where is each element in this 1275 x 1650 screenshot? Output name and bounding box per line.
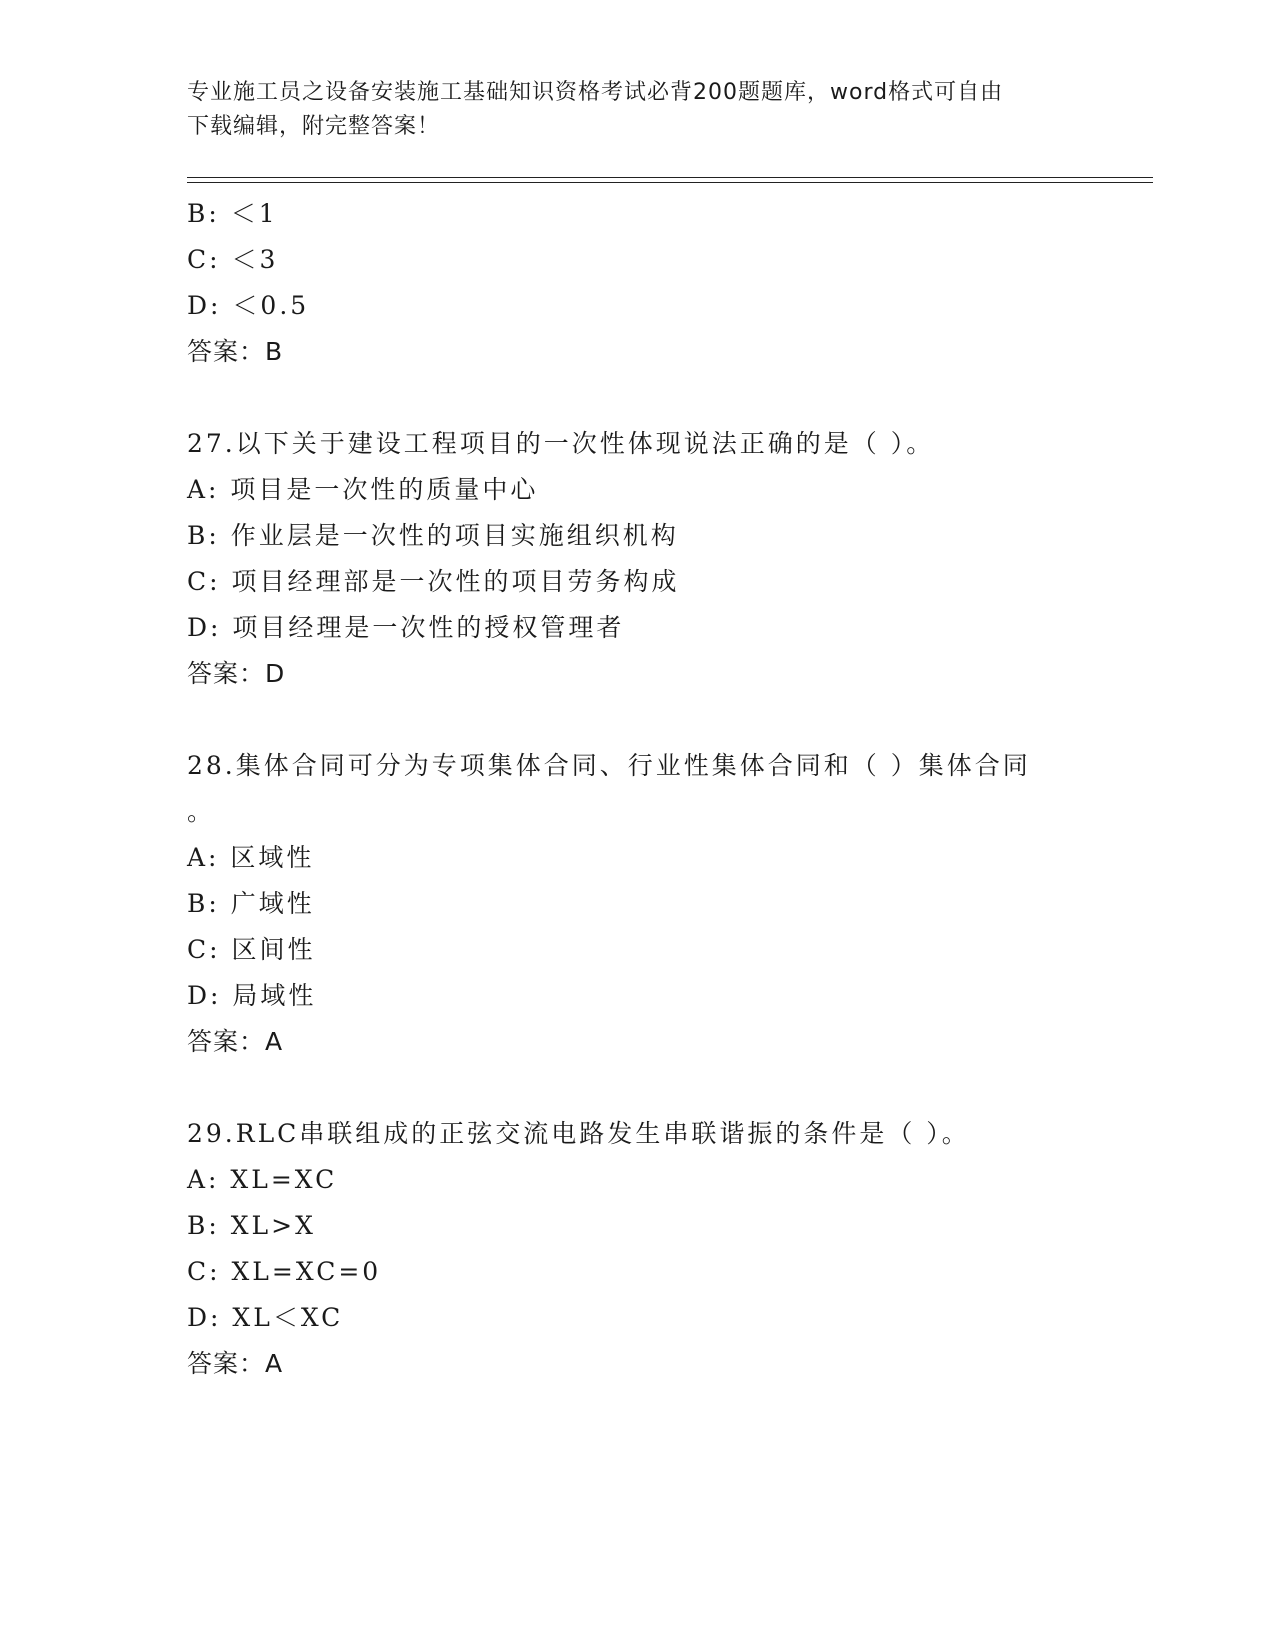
option-d: D: 局域性 <box>187 981 317 1010</box>
option-c: C: 区间性 <box>187 935 316 964</box>
header-line-1: 专业施工员之设备安装施工基础知识资格考试必背200题题库，word格式可自由 <box>187 80 1004 105</box>
question-stem: 27.以下关于建设工程项目的一次性体现说法正确的是（ ）。 <box>187 429 935 458</box>
header-divider-bottom <box>187 182 1153 183</box>
option-b: B: XL>X <box>187 1211 316 1240</box>
question-26-tail <box>187 191 1087 375</box>
spacer <box>187 697 1087 743</box>
option-d: D: XL＜XC <box>187 1303 344 1332</box>
option-d: D: 项目经理是一次性的授权管理者 <box>187 613 625 642</box>
question-stem: 28.集体合同可分为专项集体合同、行业性集体合同和（ ）集体合同 <box>187 751 1031 780</box>
option-b: B: 广域性 <box>187 889 315 918</box>
document-header <box>187 76 1067 144</box>
option-d: D: ＜0.5 <box>187 291 310 320</box>
question-list <box>187 191 1087 1387</box>
option-c: C: 项目经理部是一次性的项目劳务构成 <box>187 567 680 596</box>
answer: 答案：B <box>187 337 284 366</box>
option-b: B: 作业层是一次性的项目实施组织机构 <box>187 521 679 550</box>
answer: 答案：A <box>187 1027 284 1056</box>
header-divider-top <box>187 177 1153 178</box>
option-b: B: ＜1 <box>187 199 278 228</box>
answer: 答案：A <box>187 1349 284 1378</box>
option-a: A: XL=XC <box>187 1165 338 1194</box>
header-line-2: 下载编辑，附完整答案！ <box>187 114 441 139</box>
option-c: C: XL=XC=0 <box>187 1257 382 1286</box>
question-28 <box>187 743 1087 1065</box>
question-29 <box>187 1111 1087 1387</box>
spacer <box>187 1065 1087 1111</box>
question-stem: 29.RLC串联组成的正弦交流电路发生串联谐振的条件是（ ）。 <box>187 1119 970 1148</box>
option-c: C: ＜3 <box>187 245 279 274</box>
question-27 <box>187 421 1087 697</box>
question-stem-continuation: 。 <box>187 797 216 826</box>
option-a: A: 项目是一次性的质量中心 <box>187 475 539 504</box>
spacer <box>187 375 1087 421</box>
option-a: A: 区域性 <box>187 843 315 872</box>
answer: 答案：D <box>187 659 286 688</box>
